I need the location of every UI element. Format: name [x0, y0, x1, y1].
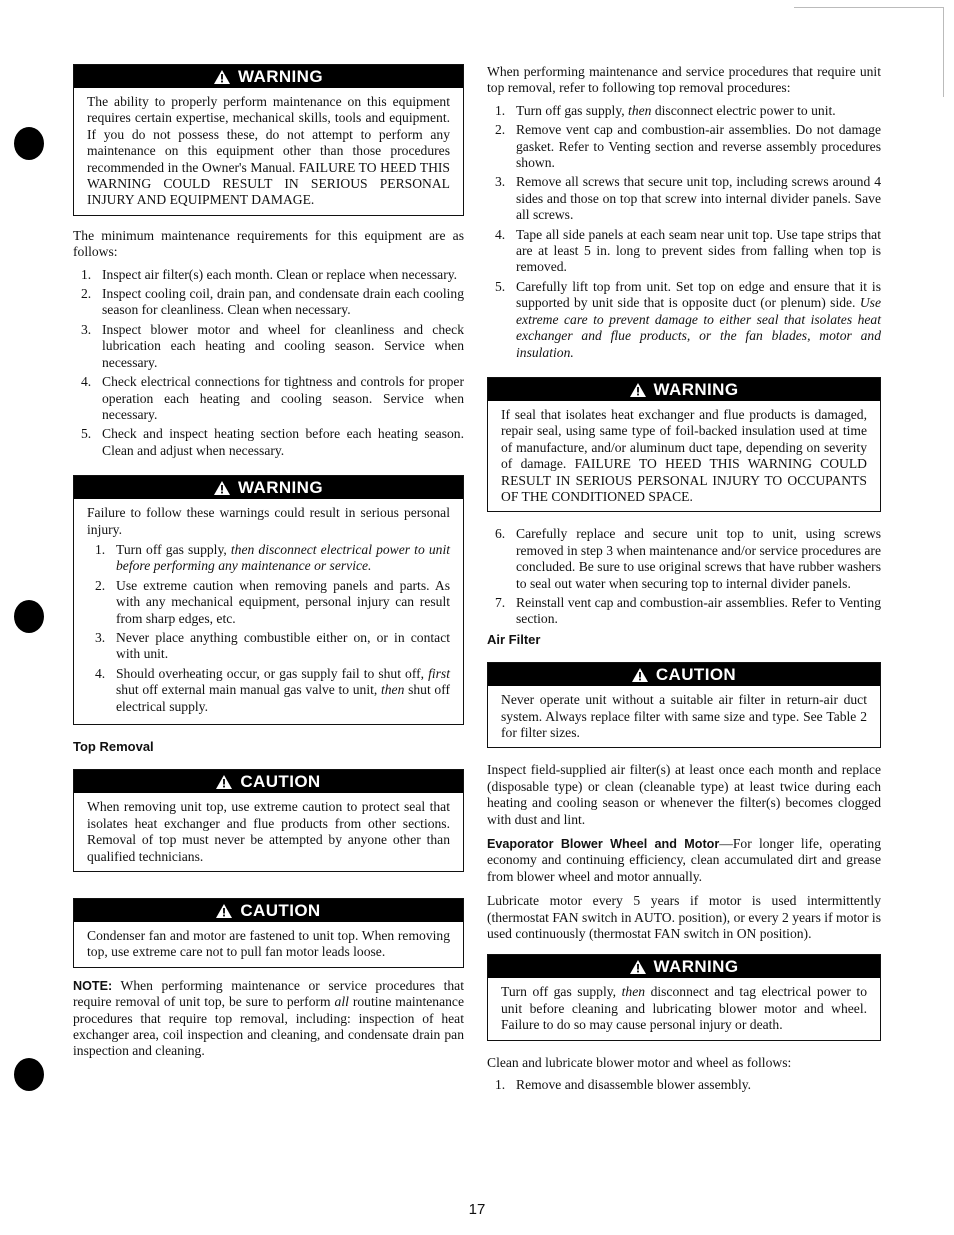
top-removal-steps [487, 103, 881, 361]
caution-body [488, 686, 880, 747]
maintenance-intro: The minimum maintenance requirements for this equipment are as follows: [73, 227, 464, 260]
list-item: 4. Should overheating occur, or gas supply fail to shut off, first shut off external main manual gas valve to unit, then shut off electrical supply. [95, 665, 451, 714]
caution-header [74, 899, 463, 922]
caution-header [488, 663, 880, 686]
list-item: 2. Inspect cooling coil, drain pan, and condensate drain each cooling season for cleanliness. Clean when necessary. [81, 286, 464, 318]
evaporator-heading: Evaporator Blower Wheel and Motor [487, 837, 720, 852]
list-item: 3. Remove all screws that secure unit top, including screws around 4 sides and those on top that screw into internal divider panels. Save all screws. [495, 174, 881, 223]
warning-box [487, 954, 881, 1040]
list-item: 2. Use extreme caution when removing panels and parts. As with any mechanical equipment, personal injury can result from sharp edges, etc. [95, 577, 450, 626]
caution-body [74, 793, 463, 871]
list-item: 5. Carefully lift top from unit. Set top on edge and ensure that it is supported by unit side that is opposite duct (or plenum) side. Use extreme care to prevent damage to either seal that isolates heat exchanger and flue products, or the fan blades, motor and insulation. [495, 278, 881, 360]
list-item: 2. Remove vent cap and combustion-air assemblies. Do not damage gasket. Refer to Venting section and reverse assembly procedures shown. [495, 122, 881, 171]
caution-box [487, 662, 881, 748]
page-edge-line-vertical [943, 7, 944, 97]
warning-header [74, 476, 463, 499]
note-paragraph: NOTE: When performing maintenance or service procedures that require removal of unit top, be sure to perform all routine maintenance procedures that require top removal, including: inspection of heat exchanger area, coil inspection and cleaning, and condensate drain pan inspection and cleaning. [73, 977, 464, 1059]
cleaning-steps [487, 1077, 881, 1093]
caution-body [74, 922, 463, 967]
warning-title: WARNING [238, 67, 323, 86]
warning-triangle-icon [630, 960, 646, 974]
list-item: 1. Turn off gas supply, then disconnect electric power to unit. [495, 102, 836, 118]
list-item: 4. Tape all side panels at each seam near unit top. Use tape strips that are at least 5 in. long to prevent sides from falling when top is removed. [495, 226, 881, 275]
binder-hole [14, 127, 44, 160]
warning-intro: Failure to follow these warnings could result in serious personal injury. [87, 505, 450, 537]
right-column [487, 64, 881, 1097]
list-item: 1. Remove and disassemble blower assembly. [495, 1077, 752, 1093]
requirements-list [73, 267, 464, 459]
evaporator-paragraph: Evaporator Blower Wheel and Motor—For longer life, operating economy and continuing efficiency, clean accumulated dirt and grease from blower wheel and motor annually. [487, 836, 881, 884]
warning-triangle-icon [632, 668, 648, 682]
warning-text: Turn off gas supply, then disconnect and tag electrical power to unit before cleaning and lubricating blower motor and wheel. Failure to do so may cause personal injury or death. [501, 984, 867, 1033]
warning-triangle-icon [214, 481, 230, 495]
warning-body [488, 401, 880, 511]
top-removal-intro: When performing maintenance and service procedures that require unit top removal, refer to following top removal procedures: [487, 64, 881, 96]
caution-text: When removing unit top, use extreme caution to protect seal that isolates heat exchanger and flue products from other sections. Removal of top must never be attempted by anyone other than qualified technicians. [87, 799, 450, 864]
filter-paragraph: Inspect field-supplied air filter(s) at least once each month and replace (disposable type) or clean (cleanable type) at least twice during each heating and cooling season or whenever the filter(s) becomes clogged with dust and lint. [487, 762, 881, 827]
caution-text: Never operate unit without a suitable air filter in return-air duct system. Always replace filter with same size and type. See Table 2 for filter sizes. [501, 692, 867, 740]
clean-intro: Clean and lubricate blower motor and wheel as follows: [487, 1054, 792, 1070]
section-heading: Air Filter [487, 631, 541, 647]
caution-box [73, 898, 464, 968]
warning-title: WARNING [653, 379, 739, 399]
binder-hole [14, 600, 44, 633]
caution-box [73, 769, 464, 872]
list-item: 4. Check electrical connections for tightness and controls for proper operation each heating and cooling season. Service when necessary. [81, 374, 464, 422]
warning-list [87, 542, 450, 715]
caution-title: CAUTION [240, 772, 321, 792]
caution-title: CAUTION [240, 901, 321, 921]
top-removal-steps-continued [487, 526, 881, 627]
caution-title: CAUTION [655, 665, 737, 685]
page-number: 17 [468, 1201, 486, 1218]
left-column [73, 64, 464, 1060]
warning-text: The ability to properly perform maintenance on this equipment requires certain expertise, mechanical skills, tools and equipment. If you do not possess these, do not attempt to perform any maintenance on this equipment other than those procedures recommended in the Owner's Manual. FAILURE TO HEED THIS WARNING COULD RESULT IN SERIOUS PERSONAL INJURY AND EQUIPMENT DAMAGE. [87, 94, 450, 208]
warning-body [74, 499, 463, 724]
warning-triangle-icon [216, 904, 232, 918]
warning-triangle-icon [216, 775, 232, 789]
section-heading: Top Removal [73, 739, 154, 754]
list-item: 5. Check and inspect heating section before each heating season. Clean and adjust when necessary. [81, 426, 464, 458]
warning-triangle-icon [630, 383, 646, 397]
warning-text: If seal that isolates heat exchanger and flue products is damaged, repair seal, using same type of foil-backed insulation used at time of manufacture, and/or aluminum duct tape, depending on severity of damage. FAILURE TO HEED THIS WARNING COULD RESULT IN SERIOUS PERSONAL INJURY TO OCCUPANTS OF THE CONDITIONED SPACE. [501, 406, 867, 504]
page-edge-line [794, 7, 944, 8]
warning-box [73, 475, 464, 725]
list-item: 3. Inspect blower motor and wheel for cleanliness and check lubrication each heating and cooling season. Service when necessary. [81, 321, 464, 370]
note-label: NOTE: [73, 978, 113, 993]
warning-title: WARNING [653, 957, 739, 977]
warning-body [488, 978, 880, 1039]
caution-text: Condenser fan and motor are fastened to unit top. When removing top, use extreme care not to pull fan motor leads loose. [87, 928, 450, 960]
list-item: 1. Turn off gas supply, then disconnect electrical power to unit before performing any maintenance or service. [95, 541, 451, 574]
list-item: 3. Never place anything combustible either on, or in contact with unit. [95, 629, 450, 662]
list-item: 6. Carefully replace and secure unit top to unit, using screws removed in step 3 when maintenance and/or service procedures are concluded. Be sure to use original screws that have rubber washers to seal out water when securing top to internal divider panels. [495, 526, 881, 591]
warning-header [488, 955, 880, 978]
warning-box [487, 377, 881, 512]
warning-triangle-icon [214, 70, 230, 84]
warning-header [74, 65, 463, 88]
caution-header [74, 770, 463, 793]
warning-box [73, 64, 464, 216]
warning-body [74, 88, 463, 215]
lubricate-paragraph: Lubricate motor every 5 years if motor is used intermittently (thermostat FAN switch in AUTO. position), or every 2 years if motor is used continuously (thermostat FAN switch in ON position). [487, 893, 881, 942]
warning-title: WARNING [238, 478, 323, 498]
binder-hole [14, 1058, 44, 1091]
list-item: 7. Reinstall vent cap and combustion-air assemblies. Refer to Venting section. [495, 594, 881, 627]
warning-header [488, 378, 880, 401]
list-item: 1. Inspect air filter(s) each month. Clean or replace when necessary. [81, 266, 458, 282]
